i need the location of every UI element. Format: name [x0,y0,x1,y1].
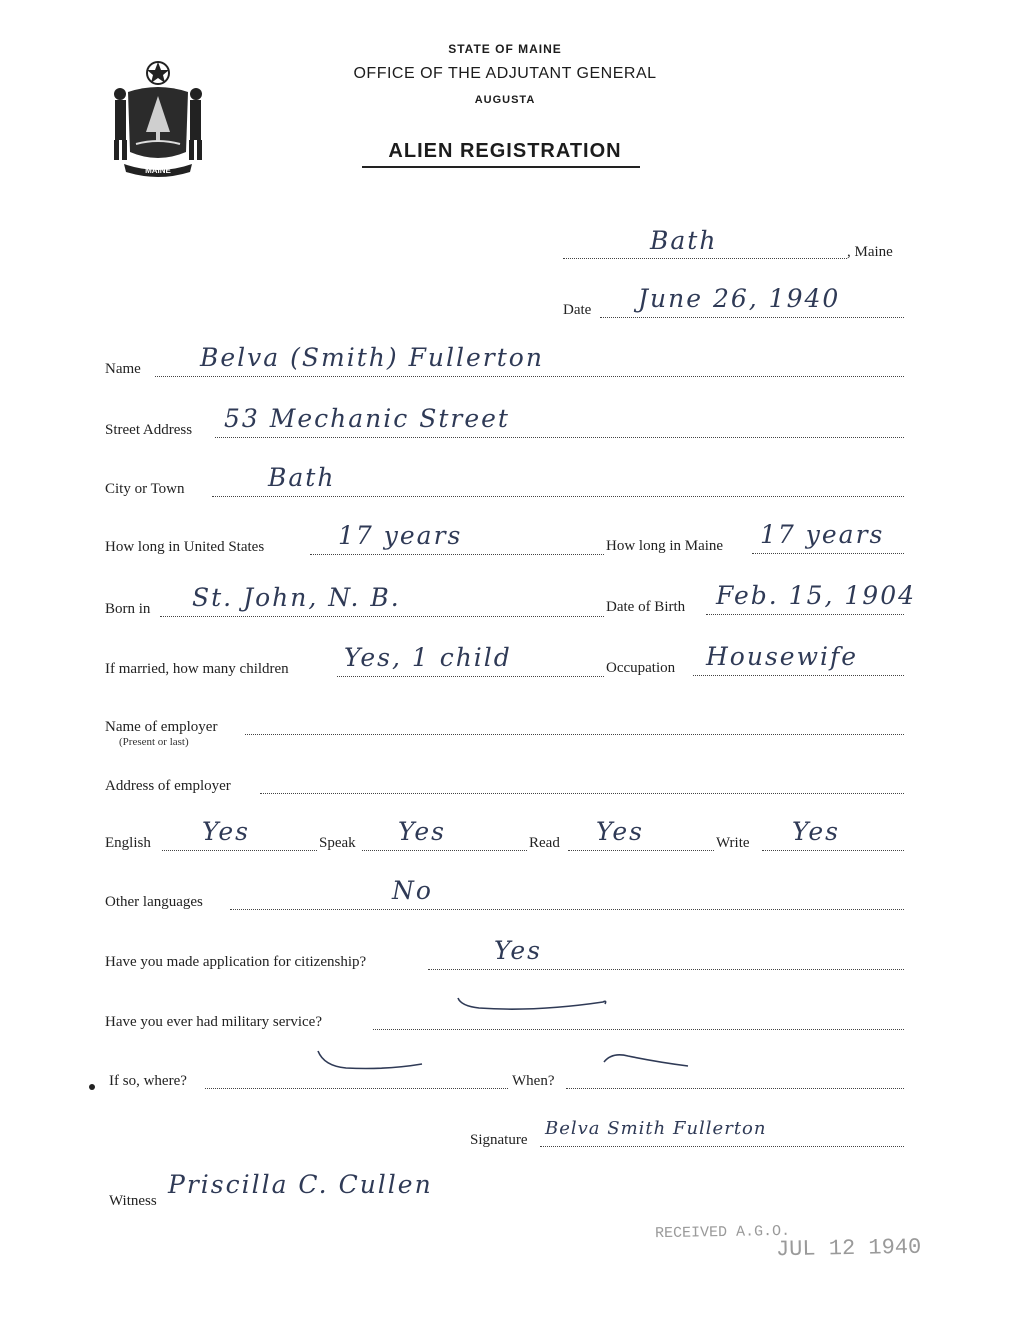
where-dash-mark [316,1048,426,1074]
military-label: Have you ever had military service? [105,1014,322,1030]
witness-label: Witness [109,1193,157,1209]
when-label: When? [512,1073,555,1089]
military-dash-mark [455,990,610,1016]
witness-value[interactable]: Priscilla C. Cullen [168,1170,433,1199]
english-label: English [105,835,151,851]
state-heading: STATE OF MAINE [448,42,562,56]
speak-value[interactable]: Yes [398,817,446,846]
place-dotted-line [563,258,847,259]
street-label: Street Address [105,422,193,438]
how-long-maine-dotted-line [752,553,904,554]
how-long-maine-value[interactable]: 17 years [760,520,885,549]
speak-label: Speak [319,835,356,851]
office-heading: OFFICE OF THE ADJUTANT GENERAL [353,65,657,82]
received-stamp-date: JUL 12 1940 [775,1234,922,1263]
street-dotted-line [215,437,904,438]
employer-name-dotted-line [245,734,904,735]
where-dotted-line [205,1088,508,1089]
when-dotted-line [566,1088,904,1089]
form-title: ALIEN REGISTRATION [388,140,622,162]
how-long-us-value[interactable]: 17 years [338,521,463,550]
children-dotted-line [337,676,604,677]
name-label: Name [105,361,141,377]
seal-text: MAINE [145,166,171,175]
place-value[interactable]: Bath [650,226,718,255]
name-dotted-line [155,376,904,377]
signature-value[interactable]: Belva Smith Fullerton [545,1118,767,1139]
children-label: If married, how many children [105,661,289,677]
born-in-label: Born in [105,601,151,617]
city-value[interactable]: Bath [268,463,336,492]
street-value[interactable]: 53 Mechanic Street [224,404,510,433]
maine-state-seal-icon [106,60,210,178]
citizenship-label: Have you made application for citizenship? [105,954,367,970]
read-value[interactable]: Yes [596,817,644,846]
children-value[interactable]: Yes, 1 child [344,643,512,672]
citizenship-dotted-line [428,969,904,970]
date-dotted-line [600,317,904,318]
how-long-us-label: How long in United States [105,539,265,555]
bullet-mark [89,1084,95,1090]
english-value[interactable]: Yes [202,817,250,846]
born-in-dotted-line [160,616,604,617]
received-stamp-label: RECEIVED A.G.O. [654,1222,791,1243]
read-dotted-line [568,850,714,851]
date-of-birth-value[interactable]: Feb. 15, 1904 [716,581,916,610]
other-languages-dotted-line [230,909,904,910]
city-label: City or Town [105,481,185,497]
where-label: If so, where? [109,1073,187,1089]
when-dash-mark [602,1048,692,1072]
occupation-label: Occupation [606,660,676,676]
write-value[interactable]: Yes [792,817,840,846]
date-of-birth-label: Date of Birth [606,599,686,615]
how-long-maine-label: How long in Maine [606,538,724,554]
date-value[interactable]: June 26, 1940 [638,284,841,313]
employer-name-label: Name of employer [105,719,218,735]
employer-address-dotted-line [260,793,904,794]
name-value[interactable]: Belva (Smith) Fullerton [200,343,544,372]
military-dotted-line [373,1029,904,1030]
signature-label: Signature [470,1132,528,1148]
occupation-dotted-line [693,675,904,676]
occupation-value[interactable]: Housewife [706,642,859,671]
write-dotted-line [762,850,904,851]
place-suffix-label: , Maine [847,244,893,260]
title-underline [362,166,640,168]
citizenship-value[interactable]: Yes [494,936,542,965]
signature-dotted-line [540,1146,904,1147]
write-label: Write [716,835,750,851]
other-languages-value[interactable]: No [392,876,433,905]
read-label: Read [529,835,560,851]
date-of-birth-dotted-line [706,614,904,615]
how-long-us-dotted-line [310,554,604,555]
english-dotted-line [162,850,317,851]
speak-dotted-line [362,850,527,851]
employer-name-sublabel: (Present or last) [119,736,189,748]
other-languages-label: Other languages [105,894,203,910]
employer-address-label: Address of employer [105,778,231,794]
born-in-value[interactable]: St. John, N. B. [192,583,401,612]
date-label: Date [563,302,592,318]
city-heading: AUGUSTA [474,94,536,106]
city-dotted-line [212,496,904,497]
